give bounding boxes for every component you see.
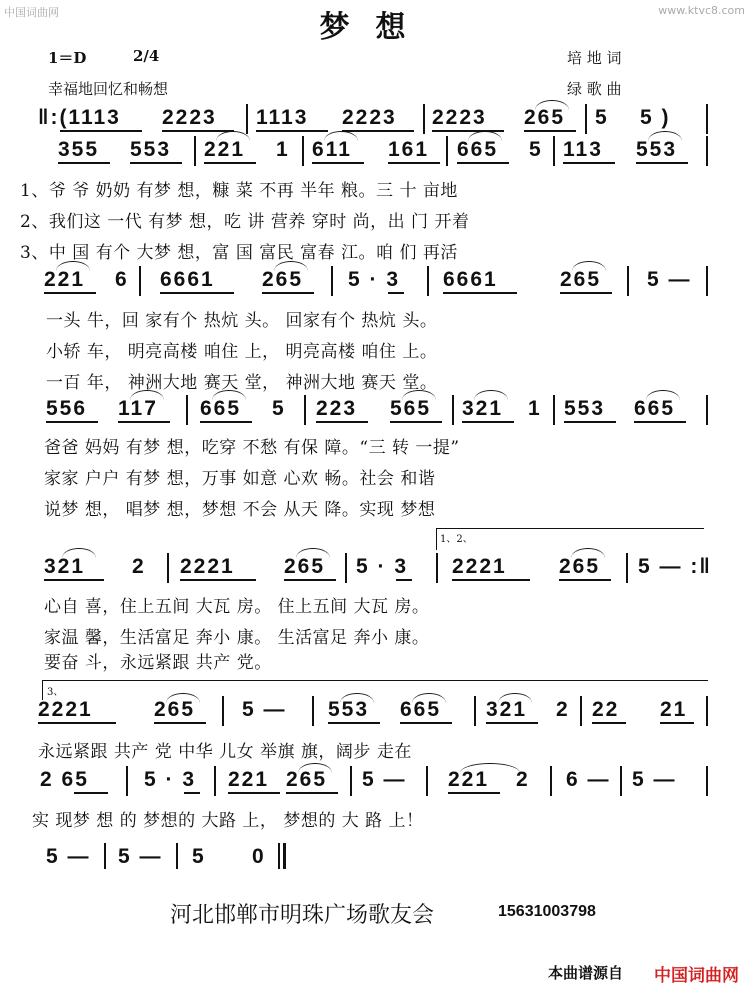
bar-line xyxy=(452,395,454,425)
measure-notes: 5 — xyxy=(362,768,407,791)
slur xyxy=(648,131,682,141)
bar-line xyxy=(627,266,629,296)
measure-notes: 321 xyxy=(462,397,504,420)
lyric-line: 要奋 斗，永远紧跟 共产 党。 xyxy=(44,653,272,673)
slur xyxy=(216,131,250,141)
bar-line xyxy=(194,136,196,166)
beam xyxy=(660,722,694,724)
beam xyxy=(284,579,336,581)
measure-notes: 5 ) xyxy=(640,106,671,129)
tempo-marking: 幸福地回忆和畅想 xyxy=(48,80,169,98)
bar-line xyxy=(246,104,248,134)
measure-notes: 5 — xyxy=(118,845,163,868)
measure-notes: 5 · 3 xyxy=(356,555,409,578)
bar-line xyxy=(302,136,304,166)
slur xyxy=(62,548,96,558)
bar-line xyxy=(222,696,224,726)
measure-notes: 22 xyxy=(592,698,620,721)
beam xyxy=(560,292,612,294)
beam xyxy=(448,792,500,794)
measure-notes: 265 xyxy=(560,268,602,291)
footer-phone: 15631003798 xyxy=(498,903,596,920)
measure-notes: 2221 xyxy=(38,698,93,721)
beam xyxy=(44,292,96,294)
beam xyxy=(60,130,142,132)
bar-line xyxy=(620,766,622,796)
beam xyxy=(316,421,368,423)
measure-notes: 5 · 3 xyxy=(348,268,401,291)
slur xyxy=(296,548,330,558)
volta-label: 1、2、 xyxy=(440,534,473,545)
bar-line xyxy=(446,136,448,166)
lyric-line: 一百 年， 神洲大地 赛天 堂， 神洲大地 赛天 堂。 xyxy=(46,373,438,393)
beam xyxy=(564,421,616,423)
bar-line xyxy=(278,843,280,869)
measure-notes: 665 xyxy=(200,397,242,420)
footer-organization: 河北邯郸市明珠广场歌友会 xyxy=(170,903,435,928)
measure-notes: 6661 xyxy=(160,268,215,291)
slur xyxy=(498,693,532,703)
slur xyxy=(340,693,374,703)
beam xyxy=(563,162,615,164)
bar-line xyxy=(706,395,708,425)
measure-notes: 6661 xyxy=(443,268,498,291)
beam xyxy=(312,162,364,164)
bar-line xyxy=(126,766,128,796)
bar-line xyxy=(706,696,708,726)
slur xyxy=(324,131,358,141)
measure-notes: 556 xyxy=(46,397,88,420)
lyric-line: 说梦 想， 唱梦 想，梦想 不会 从天 降。实现 梦想 xyxy=(44,500,436,520)
composer-credit: 绿 歌 曲 xyxy=(567,80,622,98)
measure-notes: 565 xyxy=(390,397,432,420)
measure-notes: 1 xyxy=(528,397,542,420)
beam xyxy=(457,162,509,164)
beam xyxy=(390,421,442,423)
beam xyxy=(130,162,182,164)
beam xyxy=(160,292,234,294)
slur xyxy=(535,100,569,110)
volta-bracket xyxy=(436,528,437,550)
beam xyxy=(634,421,686,423)
measure-notes: 611 xyxy=(312,138,352,161)
bar-line xyxy=(706,766,708,796)
measure-notes: 553 xyxy=(564,397,606,420)
measure-notes: 5 — xyxy=(632,768,677,791)
lyric-line: 一头 牛，回 家有个 热炕 头。 回家有个 热炕 头。 xyxy=(46,311,438,331)
bar-line xyxy=(176,843,178,869)
measure-notes: 665 xyxy=(634,397,676,420)
measure-notes: 265 xyxy=(154,698,196,721)
beam xyxy=(228,792,280,794)
measure-notes: 265 xyxy=(286,768,328,791)
bar-line xyxy=(350,766,352,796)
beam xyxy=(184,792,200,794)
lyric-line: 爸爸 妈妈 有梦 想，吃穿 不愁 有保 障。“三 转 一提” xyxy=(44,438,460,458)
beam xyxy=(452,579,530,581)
measure-notes: 665 xyxy=(457,138,499,161)
final-bar-line xyxy=(283,843,286,869)
measure-notes: 161 xyxy=(388,138,430,161)
lyric-line: 永远紧跟 共产 党 中华 儿女 举旗 旗，阔步 走在 xyxy=(38,742,412,762)
beam xyxy=(396,579,412,581)
bar-line xyxy=(214,766,216,796)
volta-bracket xyxy=(42,680,708,681)
beam xyxy=(256,130,328,132)
measure-notes: 6 xyxy=(115,268,129,291)
beam xyxy=(286,792,338,794)
bar-line xyxy=(436,553,438,583)
beam xyxy=(462,421,514,423)
lyricist-credit: 培 地 词 xyxy=(567,49,622,67)
measure-notes: 553 xyxy=(328,698,370,721)
measure-notes: 5 xyxy=(192,845,206,868)
beam xyxy=(328,722,380,724)
measure-notes: 265 xyxy=(284,555,326,578)
bar-line xyxy=(706,136,708,166)
slur xyxy=(460,763,520,773)
measure-notes: 5 xyxy=(595,106,609,129)
bar-line xyxy=(706,104,708,134)
beam xyxy=(443,292,517,294)
bar-line xyxy=(626,553,628,583)
beam xyxy=(559,579,611,581)
measure-notes: 21 xyxy=(660,698,688,721)
beam xyxy=(58,162,110,164)
measure-notes: 321 xyxy=(486,698,528,721)
measure-notes: 1 xyxy=(276,138,290,161)
bar-line xyxy=(553,395,555,425)
slur xyxy=(646,390,680,400)
measure-notes: 2223 xyxy=(162,106,217,129)
measure-notes: 5 — xyxy=(46,845,91,868)
measure-notes: 265 xyxy=(524,106,566,129)
song-title: 梦想 xyxy=(319,10,432,45)
measure-notes: 2 xyxy=(556,698,570,721)
beam xyxy=(342,130,414,132)
beam xyxy=(204,162,256,164)
measure-notes: 5 — xyxy=(242,698,287,721)
lyric-line: 2、我们这 一代 有梦 想，吃 讲 营养 穿时 尚，出 门 开着 xyxy=(20,212,470,232)
volta-bracket xyxy=(42,680,43,700)
measure-notes: 221 xyxy=(228,768,270,791)
bar-line xyxy=(553,136,555,166)
bar-line xyxy=(706,266,708,296)
beam xyxy=(486,722,538,724)
slur xyxy=(412,693,446,703)
measure-notes: 2 xyxy=(516,768,530,791)
bar-line xyxy=(580,696,582,726)
measure-notes: 553 xyxy=(130,138,172,161)
volta-bracket xyxy=(436,528,704,529)
key-signature: 1＝D xyxy=(48,49,87,67)
lyric-line: 心自 喜，住上五间 大瓦 房。 住上五间 大瓦 房。 xyxy=(44,597,430,617)
source-brand-link[interactable]: 中国词曲网 xyxy=(654,966,739,986)
slur xyxy=(468,131,502,141)
measure-notes: 665 xyxy=(400,698,442,721)
measure-notes: 553 xyxy=(636,138,678,161)
measure-notes: 113 xyxy=(563,138,603,161)
measure-notes: 221 xyxy=(44,268,86,291)
watermark-left: 中国词曲网 xyxy=(4,6,59,19)
slur xyxy=(572,261,606,271)
lyric-line: 家温 馨，生活富足 奔小 康。 生活富足 奔小 康。 xyxy=(44,628,430,648)
measure-notes: 0 xyxy=(252,845,266,868)
measure-notes: 2223 xyxy=(342,106,397,129)
measure-notes: 2223 xyxy=(432,106,487,129)
beam xyxy=(400,722,452,724)
beam xyxy=(592,722,626,724)
measure-notes: 321 xyxy=(44,555,86,578)
bar-line xyxy=(423,104,425,134)
measure-notes: 5 xyxy=(529,138,543,161)
bar-line xyxy=(312,696,314,726)
measure-notes: 265 xyxy=(559,555,601,578)
measure-notes: 221 xyxy=(204,138,246,161)
bar-line xyxy=(104,843,106,869)
slur xyxy=(474,390,508,400)
measure-notes: 2 xyxy=(132,555,146,578)
bar-line xyxy=(167,553,169,583)
beam xyxy=(180,579,256,581)
time-signature: 2/4 xyxy=(133,47,160,65)
bar-line xyxy=(345,553,347,583)
measure-notes: 1113 xyxy=(256,106,309,129)
bar-line xyxy=(585,104,587,134)
lyric-line: 实 现梦 想 的 梦想的 大路 上， 梦想的 大 路 上！ xyxy=(32,811,424,831)
lyric-line: 3、中 国 有个 大梦 想，富 国 富民 富春 江。咱 们 再活 xyxy=(20,243,458,263)
measure-notes: 5 — xyxy=(647,268,692,291)
measure-notes: 223 xyxy=(316,397,358,420)
measure-notes: 2221 xyxy=(180,555,235,578)
bar-line xyxy=(186,395,188,425)
watermark-right: www.ktvc8.com xyxy=(658,4,745,17)
bar-line xyxy=(427,266,429,296)
slur xyxy=(571,548,605,558)
bar-line xyxy=(139,266,141,296)
beam xyxy=(200,421,252,423)
measure-notes: 265 xyxy=(262,268,304,291)
slur xyxy=(166,693,200,703)
measure-notes: ‖:(1113 xyxy=(38,106,121,129)
beam xyxy=(38,722,116,724)
beam xyxy=(46,421,98,423)
bar-line xyxy=(426,766,428,796)
measure-notes: 117 xyxy=(118,397,158,420)
measure-notes: 355 xyxy=(58,138,100,161)
bar-line xyxy=(550,766,552,796)
measure-notes: 6 — xyxy=(566,768,611,791)
beam xyxy=(118,421,170,423)
lyric-line: 小轿 车， 明亮高楼 咱住 上， 明亮高楼 咱住 上。 xyxy=(46,342,438,362)
slur xyxy=(298,763,332,773)
beam xyxy=(388,292,404,294)
lyric-line: 家家 户户 有梦 想，万事 如意 心欢 畅。社会 和谐 xyxy=(44,469,436,489)
measure-notes: 5 — :‖ xyxy=(638,555,712,578)
bar-line xyxy=(331,266,333,296)
measure-notes: 2 65 xyxy=(40,768,89,791)
lyric-line: 1、爷 爷 奶奶 有梦 想，糠 菜 不再 半年 粮。三 十 亩地 xyxy=(20,181,458,201)
beam xyxy=(74,792,108,794)
source-label: 本曲谱源自 xyxy=(548,964,624,982)
measure-notes: 2221 xyxy=(452,555,507,578)
measure-notes: 5 xyxy=(272,397,286,420)
beam xyxy=(636,162,688,164)
volta-label: 3、 xyxy=(47,687,64,698)
beam xyxy=(154,722,206,724)
bar-line xyxy=(304,395,306,425)
measure-notes: 221 xyxy=(448,768,490,791)
beam xyxy=(44,579,104,581)
measure-notes: 5 · 3 xyxy=(144,768,197,791)
beam xyxy=(262,292,314,294)
bar-line xyxy=(474,696,476,726)
beam xyxy=(388,162,440,164)
beam xyxy=(524,130,576,132)
